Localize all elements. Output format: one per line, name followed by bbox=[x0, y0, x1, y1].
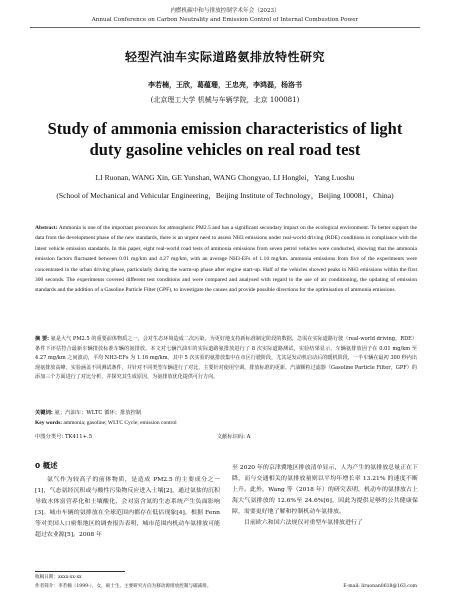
authors-en: LI Ruonan, WANG Xin, GE Yunshan, WANG Chongyao, LI Honglei，Yang Luoshu bbox=[95, 173, 355, 182]
clc-value: TK411+.5 bbox=[64, 434, 93, 440]
keywords-cn-label: 关键词: bbox=[35, 410, 53, 416]
clc-number bbox=[35, 432, 215, 440]
doc-code-value: A bbox=[246, 434, 251, 440]
title-cn: 轻型汽油车实际道路氨排放特性研究 bbox=[124, 50, 325, 64]
keywords-cn-text: 氨；汽油车；WLTC 循环；排放控制 bbox=[54, 410, 142, 416]
body-right-para-2: 目前欧六和国六法规仅对重型车氨排放进行了 bbox=[244, 519, 363, 527]
keywords-en-label: Key words: bbox=[35, 420, 63, 426]
abstract-en-text: Ammonia is one of the important precursors for atmospheric PM2.5 and has a significant secondary impact on the ecological environment. To better support the data from the development phase of the new standards, there is an urgent need to assess NH3 emissions under real-world driving (RDE) conditions in compliance with the latest vehicle emission standards. In this paper, eight real-world road tests of ammonia emissions from seven petrol vehicles were conducted, showing that the ammonia emission factors fluctuated between 0.01 mg/km and 4.27 mg/km, with an average NH3-EFs of 1.16 mg/km. ammonia emissions from five of the experiments were concentrated in the urban driving phase, particularly during the warm-up phase after engine start-up. Half of the vehicles showed peaks in NH3 emissions within the first 300 seconds. The experiments covered different test conditions and were compared and analysed with regard to the use of air conditioning, the updating of emission standards and the addition of a Gasoline Particle Filter (GPF), to investigate the causes and provide possible directions for the optimisation of ammonia emissions. bbox=[35, 225, 417, 294]
abstract-cn bbox=[35, 335, 417, 383]
footnote-email: E-mail: liruonan0618@163.com bbox=[343, 584, 417, 589]
body-right-para-1: 至 2020 年的京津冀地区排放清单显示，人为产生的氨排放总量正在下降，而与交通相关的氨排放量则以平均年增长率 13.21% 的速度不断上升。此外，Wang 等（2018 年）的研究表明，机动车的氨排放占上海大气氨排放的 12.6%至 24.6%[6]，因此为提供足够的公共健康保障，需要更好地了解和控制机动车氨排放。 bbox=[232, 464, 418, 516]
section-heading: 0 概述 bbox=[35, 461, 58, 470]
footnote-received: 收稿日期：xxxx-xx-xx bbox=[35, 575, 82, 580]
affiliation-en: (School of Mechanical and Vehicular Engineering，Beijing Institute of Technology，Beijing 100081，China) bbox=[56, 191, 394, 200]
doc-code bbox=[217, 432, 251, 440]
abstract-cn-label: 摘 要: bbox=[35, 336, 49, 342]
abstract-en bbox=[35, 223, 417, 296]
header-rule bbox=[30, 27, 420, 28]
footnote-author bbox=[35, 583, 417, 590]
body-left-column: 氨气作为较高子的前体物质，是造成 PM2.5 的主要成分之一[1]，气态氨经沉积或与酸性污染物反应进入土壤[2]，通过氨盐的沉积导致水体富营养化和土壤酸化，会对富含氮的生态系统产生负面影响[3]。城市车辆的氨排放在全球范围内都存在低估现象[4]，根据 Fenn 等对美国人口密集地区的调查报告表明，城市范围内机动车氨排放可能超过农业源[5]。2008 年 bbox=[35, 476, 220, 539]
body-right-column bbox=[232, 462, 418, 529]
abstract-en-label: Abstract: bbox=[35, 225, 58, 231]
doc-code-label: 文献标识码: bbox=[216, 434, 245, 440]
keywords-en bbox=[35, 420, 417, 426]
conference-header-en: Annual Conference on Carbon Neutrality and Emission Control of Internal Combustion Power bbox=[91, 17, 359, 23]
keywords-cn bbox=[35, 408, 417, 416]
authors-cn: 李若楠，王欣，葛蕴珊，王忠亮，李鸿磊，杨洛书 bbox=[148, 80, 302, 89]
affiliation-cn: (北京理工大学 机械与车辆学院，北京 100081) bbox=[150, 96, 300, 104]
abstract-cn-text: 氨是大气 PM2.5 的重要前体物质之一，会对生态环境造成二次污染。为更好地支持新标准制定阶段的数据，急需在实际道路行驶（real-world driving，RDE）条件下评估符合最新车辆排放标准车辆的氨排放。本文对七辆汽油车的实际道路氨排放进行了 8 次实际道路测试，实验结果显示，车辆氨排放因子在 0.01 mg/km 至 4.27 mg/km 之间波动，平均 NH3-EFs 为 1.16 mg/km。其中 5 次实验的氨排放集中在市区行驶阶段，尤其是发动机启动后的暖机阶段，一半车辆在最初 300 秒内出现氨排放高峰。实验涵盖不同测试条件，并针对不同类型车辆进行了对比，主要针对使用空调、排放标准的更新、汽油颗粒过滤器（Gasoline Particle Filter，GPF）的添加三个方面进行了对比分析，并探究其生成原因，为氨排放优化提供可行方向。 bbox=[35, 336, 418, 381]
clc-label: 中图分类号: bbox=[35, 434, 64, 440]
title-en: Study of ammonia emission characteristics of light duty gasoline vehicles on real road test bbox=[47, 119, 403, 159]
footnote-rule bbox=[35, 571, 125, 572]
footnote-author-info: 作者简介：李若楠（1999-），女，硕士生，主要研究方向为移动源排放控制与碳减排。 bbox=[35, 584, 212, 589]
keywords-en-text: ammonia; gasoline; WLTC Cycle; emission control bbox=[63, 420, 177, 426]
classification-row bbox=[35, 432, 417, 440]
conference-header-cn: 内燃机碳中和与排放控制学术年会（2023） bbox=[170, 8, 280, 14]
